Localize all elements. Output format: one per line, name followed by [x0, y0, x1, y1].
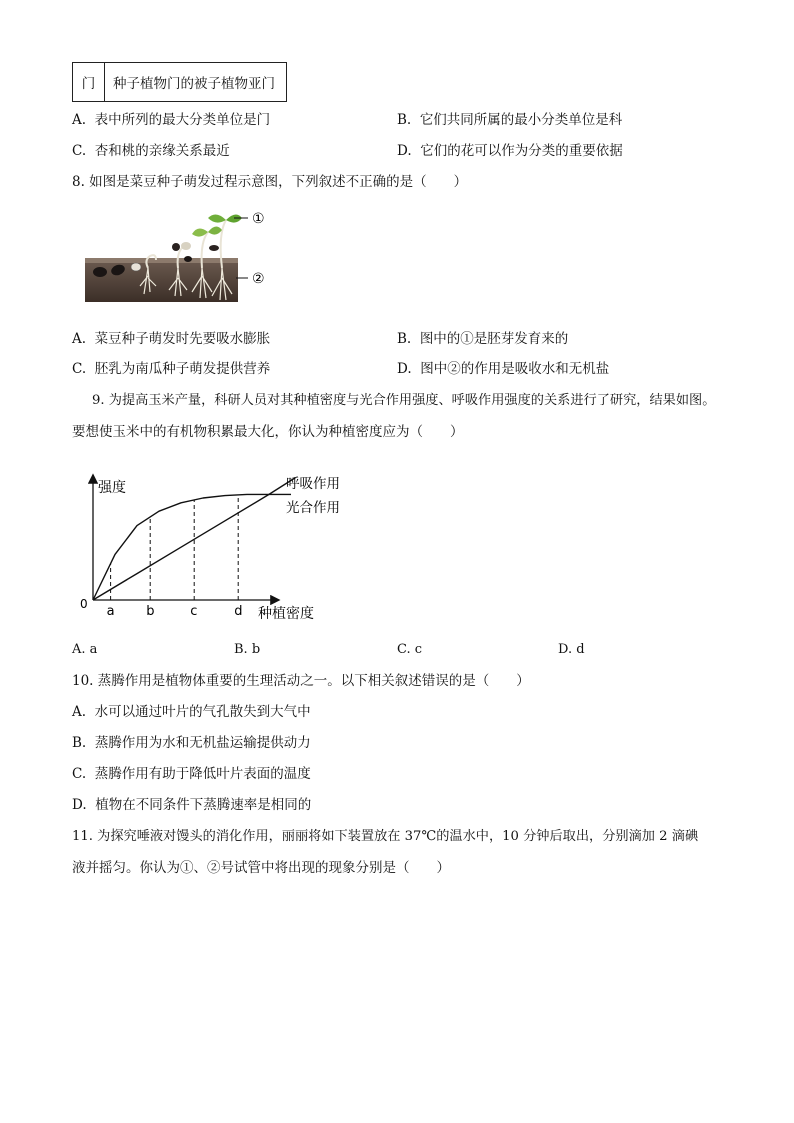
- x-tick-a: a: [106, 604, 115, 619]
- leaf-icon: [208, 214, 226, 222]
- q8-option-c: C. 胚乳为南瓜种子萌发提供营养: [72, 361, 271, 377]
- density-guides: [111, 495, 239, 600]
- x-tick-b: b: [146, 604, 155, 619]
- q11-stem-line2: 液并摇匀。你认为①、②号试管中将出现的现象分别是（ ）: [72, 860, 450, 876]
- q8-option-b: B. 图中的①是胚芽发育来的: [397, 331, 569, 347]
- leaf-icon: [208, 226, 222, 234]
- q9-option-a: A. a: [72, 642, 98, 657]
- q10-option-a: A. 水可以通过叶片的气孔散失到大气中: [72, 704, 311, 720]
- density-intensity-chart: [72, 468, 362, 630]
- soil-layer: [85, 260, 238, 302]
- q9-option-b: B. b: [234, 642, 261, 657]
- photosynthesis-line: [93, 494, 291, 600]
- series-labels: [286, 476, 340, 516]
- y-axis-label: 强度: [98, 480, 126, 496]
- q9-option-c: C. c: [397, 642, 423, 657]
- table-cell: 门: [73, 63, 105, 102]
- seed-icon: [93, 267, 107, 277]
- label-2: ②: [252, 271, 265, 287]
- label-1: ①: [252, 211, 265, 227]
- series-label-photosynthesis: 光合作用: [286, 500, 340, 516]
- q8-option-d: D. 图中②的作用是吸收水和无机盐: [397, 361, 610, 377]
- q10-option-b: B. 蒸腾作用为水和无机盐运输提供动力: [72, 735, 311, 751]
- q9-stem-line2: 要想使玉米中的有机物积累最大化，你认为种植密度应为（ ）: [72, 424, 464, 440]
- q10-stem: 10. 蒸腾作用是植物体重要的生理活动之一。以下相关叙述错误的是（ ）: [72, 673, 530, 689]
- q9-option-d: D. d: [558, 642, 585, 657]
- leaf-icon: [226, 214, 242, 222]
- seed-germination-figure: [84, 206, 284, 306]
- q7-option-c: C. 杏和桃的亲缘关系最近: [72, 143, 230, 159]
- q7-option-d: D. 它们的花可以作为分类的重要依据: [397, 143, 623, 159]
- q8-stem: 8. 如图是菜豆种子萌发过程示意图，下列叙述不正确的是（ ）: [72, 174, 468, 190]
- table-row: [73, 63, 287, 102]
- table-cell: 种子植物门的被子植物亚门: [105, 63, 287, 102]
- x-tick-c: c: [190, 604, 198, 619]
- classification-table: [72, 62, 287, 102]
- series-label-respiration: 呼吸作用: [286, 476, 340, 492]
- x-axis-label: 种植密度: [258, 606, 314, 622]
- q7-option-a: A. 表中所列的最大分类单位是门: [72, 112, 271, 128]
- x-tick-d: d: [234, 604, 243, 619]
- q10-option-d: D. 植物在不同条件下蒸腾速率是相同的: [72, 797, 312, 813]
- x-ticks: [107, 604, 243, 619]
- q8-option-a: A. 菜豆种子萌发时先要吸水膨胀: [72, 331, 271, 347]
- q10-option-c: C. 蒸腾作用有助于降低叶片表面的温度: [72, 766, 311, 782]
- q7-option-b: B. 它们共同所属的最小分类单位是科: [397, 112, 623, 128]
- q11-stem-line1: 11. 为探究唾液对馒头的消化作用，丽丽将如下装置放在 37℃的温水中，10 分钟后取出，分别滴加 2 滴碘: [72, 829, 699, 844]
- origin-label: 0: [80, 597, 88, 611]
- q9-stem-line1: 9. 为提高玉米产量，科研人员对其种植密度与光合作用强度、呼吸作用强度的关系进行了研究，结果如图。: [92, 393, 716, 408]
